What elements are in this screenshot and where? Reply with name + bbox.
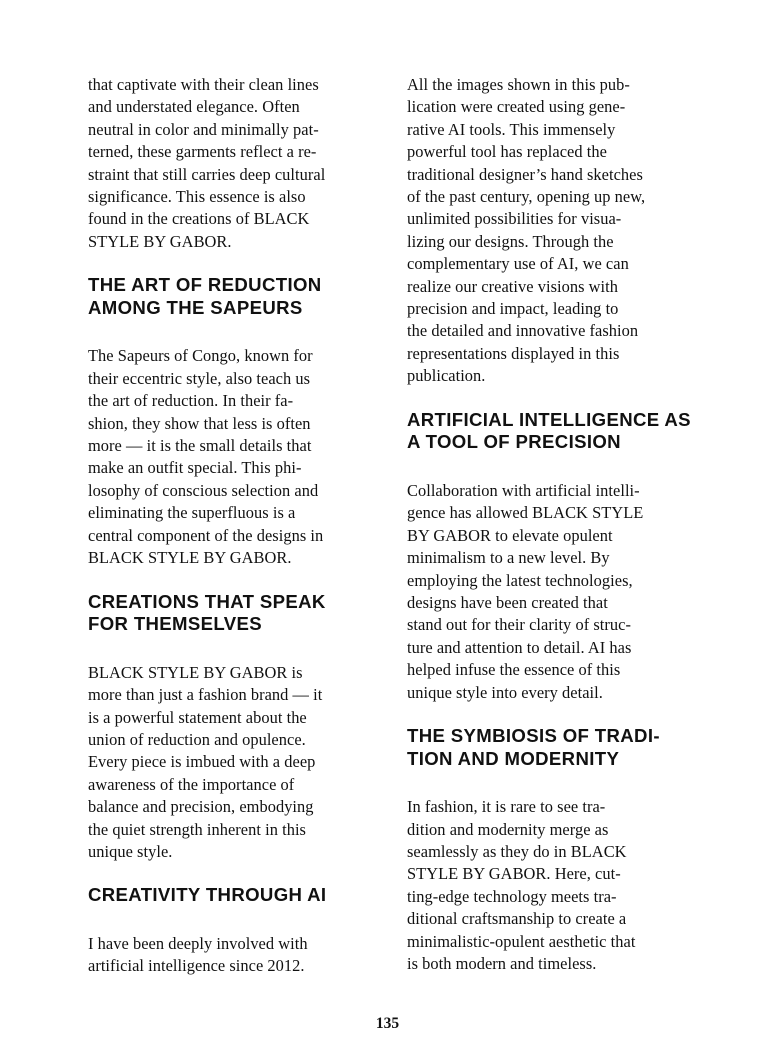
section-heading [407, 725, 697, 770]
text-line: the detailed and innovative fashion [407, 321, 639, 341]
intro-paragraph [88, 74, 378, 253]
text-line: BY GABOR to elevate opulent [407, 525, 613, 545]
heading-line: TION AND MODERNITY [407, 747, 620, 769]
section-paragraph [88, 933, 378, 978]
text-line: stand out for their clarity of struc- [407, 615, 631, 635]
text-line: rative AI tools. This immensely [407, 119, 616, 139]
text-line: straint that still carries deep cultural [88, 164, 326, 184]
text-line: STYLE BY GABOR. Here, cut- [407, 864, 621, 884]
text-line: more than just a fashion brand — it [88, 685, 323, 705]
text-line: more — it is the small details that [88, 436, 312, 456]
text-line: In fashion, it is rare to see tra- [407, 797, 606, 817]
text-line: make an outfit special. This phi- [88, 458, 302, 478]
text-line: lizing our designs. Through the [407, 231, 614, 251]
text-line: dition and modernity merge as [407, 819, 609, 839]
heading-line: AMONG THE SAPEURS [88, 296, 303, 318]
text-line: designs have been created that [407, 592, 608, 612]
text-line: unique style into every detail. [407, 682, 603, 702]
right-column [407, 74, 697, 975]
heading-line: THE SYMBIOSIS OF TRADI- [407, 724, 660, 746]
text-line: powerful tool has replaced the [407, 142, 607, 162]
text-line: Collaboration with artificial intelli- [407, 480, 640, 500]
text-line: and understated elegance. Often [88, 97, 300, 117]
heading-line: CREATIVITY THROUGH AI [88, 884, 327, 906]
section-heading [88, 274, 378, 319]
section-paragraph [407, 480, 697, 704]
text-line: minimalistic-opulent aesthetic that [407, 931, 636, 951]
section-heading [88, 591, 378, 636]
heading-line: THE ART OF REDUCTION [88, 274, 322, 296]
text-line: the quiet strength inherent in this [88, 819, 306, 839]
text-line: artificial intelligence since 2012. [88, 956, 305, 976]
text-line: ture and attention to detail. AI has [407, 637, 632, 657]
text-line: significance. This essence is also [88, 187, 306, 207]
text-line: helped infuse the essence of this [407, 660, 621, 680]
text-line: unique style. [88, 841, 173, 861]
text-line: awareness of the importance of [88, 774, 295, 794]
text-line: unlimited possibilities for visua- [407, 209, 622, 229]
page-number: 135 [375, 1015, 400, 1032]
text-line: found in the creations of BLACK [88, 209, 310, 229]
text-line: BLACK STYLE BY GABOR. [88, 548, 292, 568]
text-line: seamlessly as they do in BLACK [407, 841, 627, 861]
heading-line: A TOOL OF PRECISION [407, 431, 621, 453]
text-line: realize our creative visions with [407, 276, 619, 296]
text-line: is a powerful statement about the [88, 707, 307, 727]
text-line: the art of reduction. In their fa- [88, 391, 294, 411]
section-paragraph [88, 345, 378, 569]
text-line: complementary use of AI, we can [407, 254, 629, 274]
section-paragraph [88, 662, 378, 864]
text-line: neutral in color and minimally pat- [88, 119, 319, 139]
text-line: Every piece is imbued with a deep [88, 752, 316, 772]
text-line: The Sapeurs of Congo, known for [88, 346, 313, 366]
text-line: representations displayed in this [407, 343, 620, 363]
text-line: ditional craftsmanship to create a [407, 909, 627, 929]
text-line: publication. [407, 366, 486, 386]
text-line: precision and impact, leading to [407, 299, 619, 319]
text-line: central component of the designs in [88, 525, 324, 545]
text-line: is both modern and timeless. [407, 953, 597, 973]
heading-line: FOR THEMSELVES [88, 613, 262, 635]
text-line: gence has allowed BLACK STYLE [407, 503, 644, 523]
text-line: balance and precision, embodying [88, 797, 314, 817]
text-line: BLACK STYLE BY GABOR is [88, 662, 303, 682]
text-line: union of reduction and opulence. [88, 729, 306, 749]
section-paragraph [407, 796, 697, 975]
text-line: that captivate with their clean lines [88, 75, 319, 94]
text-line: All the images shown in this pub- [407, 75, 630, 94]
text-line: ting-edge technology meets tra- [407, 886, 617, 906]
heading-line: ARTIFICIAL INTELLIGENCE AS [407, 408, 691, 430]
text-line: their eccentric style, also teach us [88, 368, 311, 388]
text-line: minimalism to a new level. By [407, 548, 610, 568]
section-heading [88, 884, 378, 907]
text-line: employing the latest technologies, [407, 570, 633, 590]
heading-line: CREATIONS THAT SPEAK [88, 590, 326, 612]
text-line: eliminating the superfluous is a [88, 503, 296, 523]
section-heading [407, 409, 697, 454]
text-line: STYLE BY GABOR. [88, 231, 232, 251]
text-line: losophy of conscious selection and [88, 480, 319, 500]
text-line: traditional designer’s hand sketches [407, 164, 643, 184]
text-line: I have been deeply involved with [88, 933, 308, 953]
text-line: terned, these garments reflect a re- [88, 142, 317, 162]
left-column [88, 74, 378, 978]
text-line: of the past century, opening up new, [407, 187, 646, 207]
text-line: shion, they show that less is often [88, 413, 311, 433]
text-line: lication were created using gene- [407, 97, 626, 117]
intro-paragraph [407, 74, 697, 388]
